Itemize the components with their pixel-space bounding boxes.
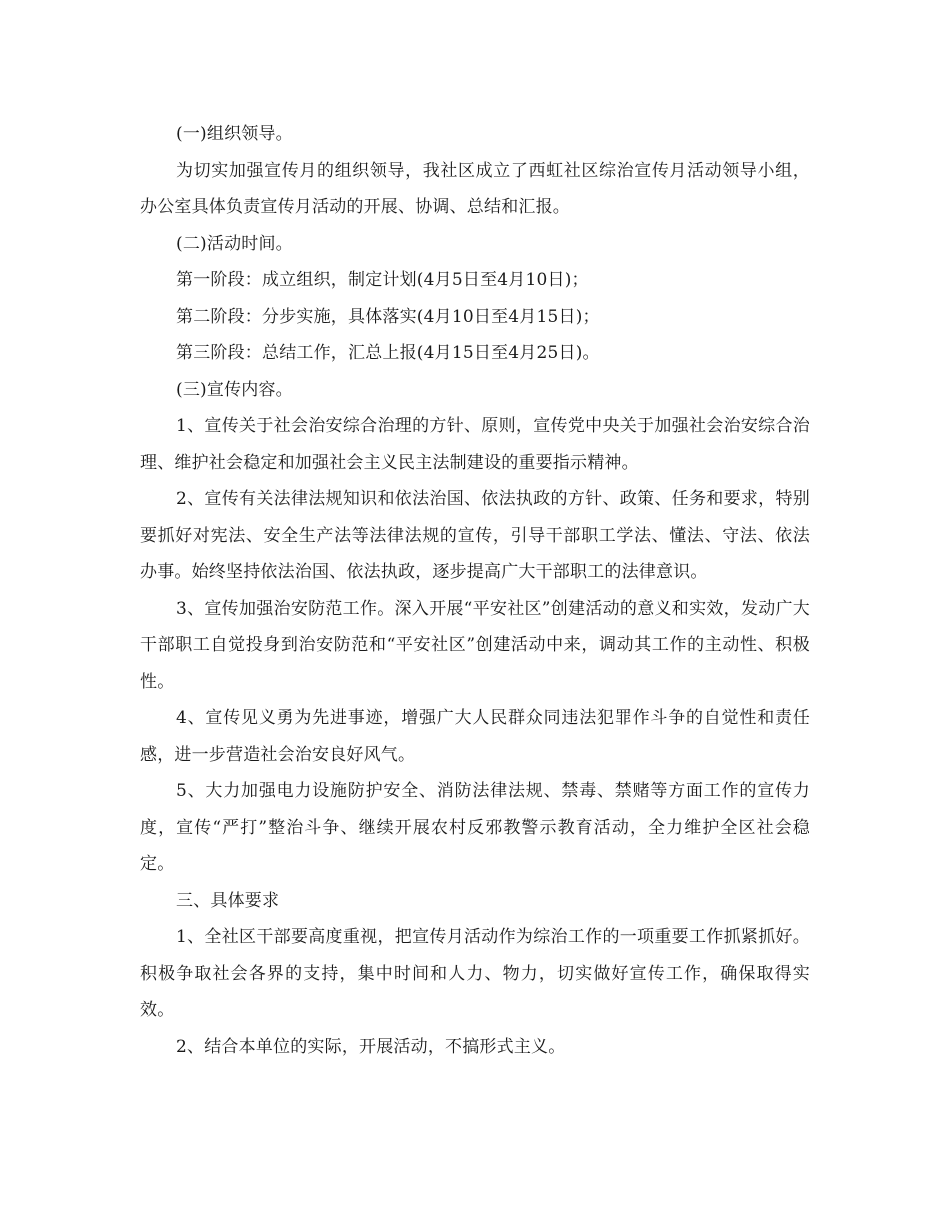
stage-three: 第三阶段：总结工作，汇总上报(4月15日至4月25日)。: [176, 343, 600, 363]
heading-publicity-content: (三)宣传内容。: [176, 379, 293, 400]
requirement-item-1: 1、全社区干部要高度重视，把宣传月活动作为综治工作的一项重要工作抓紧抓好。积极争取社会各界的支持，集中时间和人力、物力，切实做好宣传工作，确保取得实效。: [140, 927, 810, 1020]
requirement-item-2: 2、结合本单位的实际，开展活动，不搞形式主义。: [176, 1036, 566, 1057]
content-item-2: 2、宣传有关法律法规知识和依法治国、依法执政的方针、政策、任务和要求，特别要抓好对宪法、安全生产法等法律法规的宣传，引导干部职工学法、懂法、守法、依法办事。始终坚持依法治国、依法执政，逐步提高广大干部职工的法律意识。: [140, 489, 810, 582]
content-item-5: 5、大力加强电力设施防护安全、消防法律法规、禁毒、禁赌等方面工作的宣传力度，宣传“严打”整治斗争、继续开展农村反邪教警示教育活动，全力维护全区社会稳定。: [140, 781, 810, 874]
document-body: [140, 116, 810, 1065]
heading-activity-time: (二)活动时间。: [176, 233, 293, 254]
stage-two: 第二阶段：分步实施，具体落实(4月10日至4月15日)；: [176, 306, 600, 327]
heading-requirements: 三、具体要求: [176, 890, 280, 911]
paragraph-organization: 为切实加强宣传月的组织领导，我社区成立了西虹社区综治宣传月活动领导小组，办公室具体负责宣传月活动的开展、协调、总结和汇报。: [140, 160, 810, 217]
content-item-1: 1、宣传关于社会治安综合治理的方针、原则，宣传党中央关于加强社会治安综合治理、维护社会稳定和加强社会主义民主法制建设的重要指示精神。: [140, 416, 810, 473]
content-item-4: 4、宣传见义勇为先进事迹，增强广大人民群众同违法犯罪作斗争的自觉性和责任感，进一步营造社会治安良好风气。: [140, 708, 810, 765]
heading-organization: (一)组织领导。: [176, 124, 293, 144]
content-item-3: 3、宣传加强治安防范工作。深入开展“平安社区”创建活动的意义和实效，发动广大干部职工自觉投身到治安防范和“平安社区”创建活动中来，调动其工作的主动性、积极性。: [140, 598, 810, 692]
stage-one: 第一阶段：成立组织，制定计划(4月5日至4月10日)；: [176, 270, 589, 290]
